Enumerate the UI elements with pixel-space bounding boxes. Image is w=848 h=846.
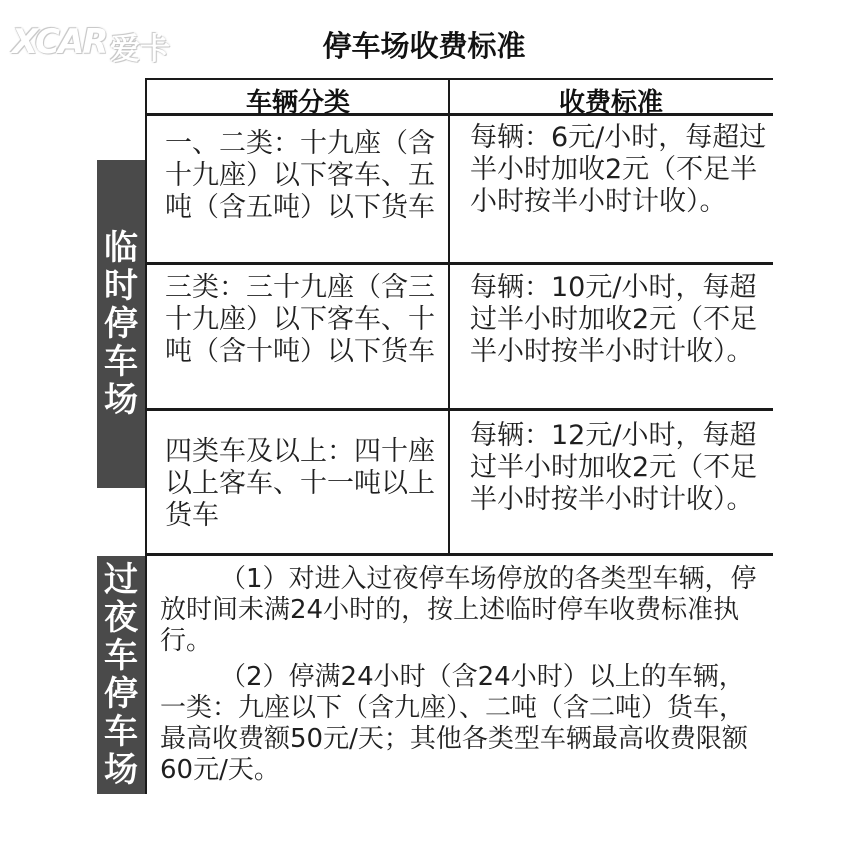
row-2-fee: 每辆：10元/小时，每超过半小时加收2元（不足半小时按半小时计收）。 xyxy=(470,272,758,367)
watermark-mark: XCAR xyxy=(12,22,107,62)
row-3-category: 四类车及以上：四十座以上客车、十一吨以上货车 xyxy=(165,436,435,531)
header-fee: 收费标准 xyxy=(558,88,663,118)
overnight-note-1: （1）对进入过夜停车场停放的各类型车辆，停放时间未满24小时的，按上述临时停车收费标准执行。 xyxy=(160,564,757,656)
section-label-temporary: 临 时 停 车 场 xyxy=(97,160,145,488)
section-label-overnight: 过 夜 车 停 车 场 xyxy=(97,556,145,794)
row-2-category: 三类：三十九座（含三十九座）以下客车、十吨（含十吨）以下货车 xyxy=(165,272,435,367)
row-1-category: 一、二类：十九座（含十九座）以下客车、五吨（含五吨）以下货车 xyxy=(165,128,435,223)
row-3-fee: 每辆：12元/小时，每超过半小时加收2元（不足半小时按半小时计收）。 xyxy=(470,420,758,515)
row-1-fee: 每辆：6元/小时，每超过半小时加收2元（不足半小时按半小时计收）。 xyxy=(470,122,767,217)
watermark-text: 爱卡 xyxy=(110,32,170,67)
header-category: 车辆分类 xyxy=(245,88,350,118)
document-title: 停车场收费标准 xyxy=(322,29,526,63)
overnight-note-2: （2）停满24小时（含24小时）以上的车辆，一类：九座以下（含九座）、二吨（含二吨）货车，最高收费额50元/天；其他各类型车辆最高收费限额60元/天。 xyxy=(160,662,748,785)
